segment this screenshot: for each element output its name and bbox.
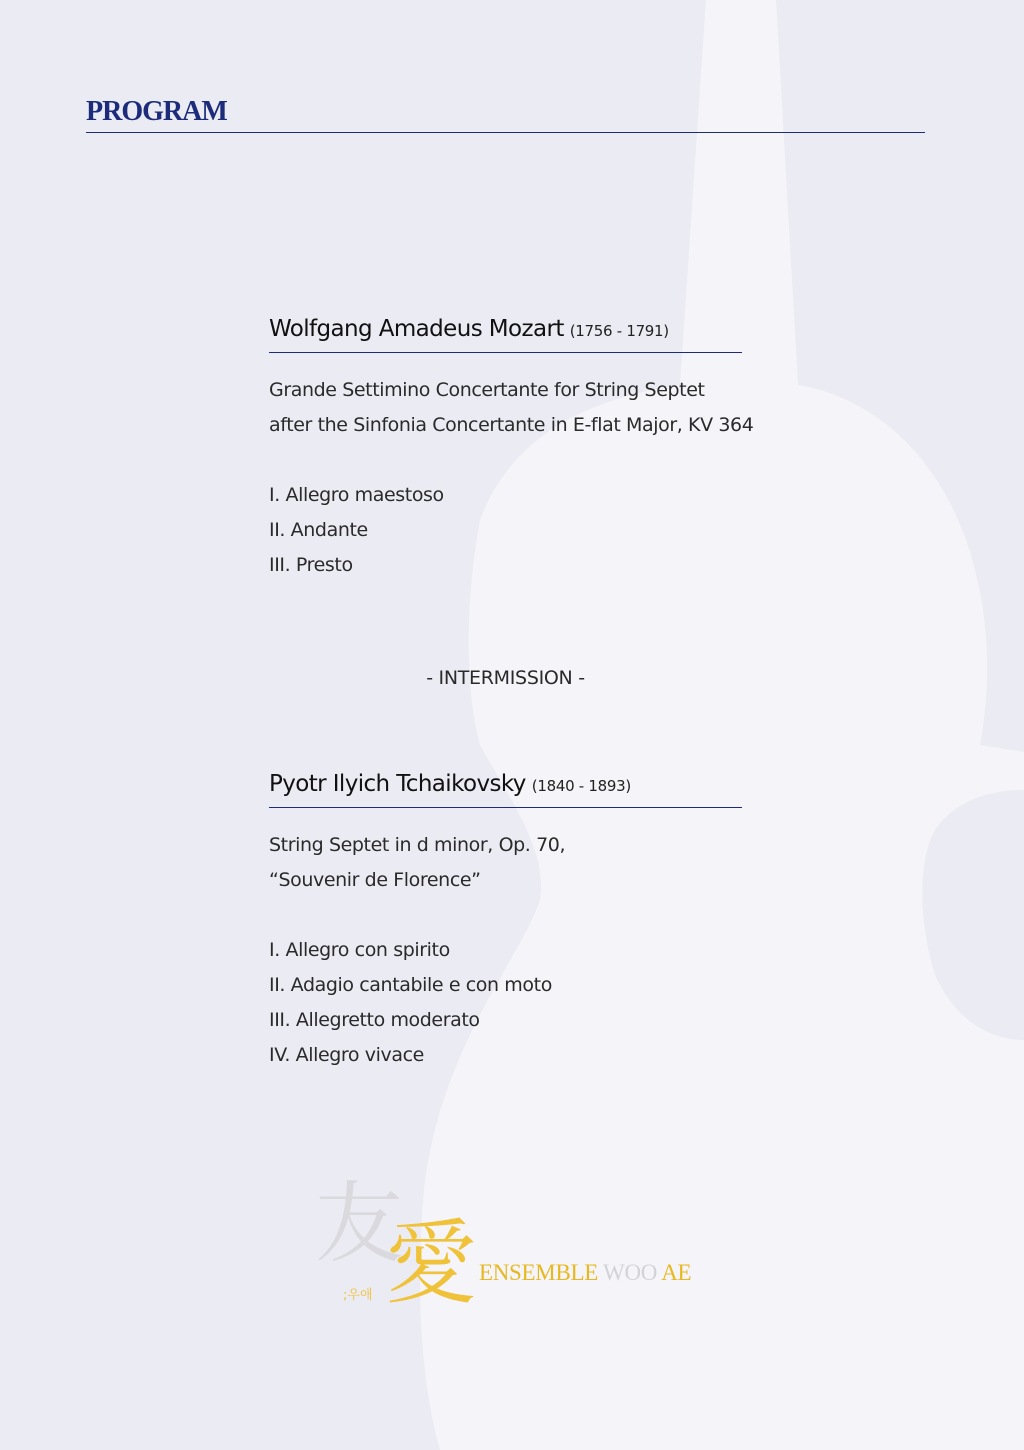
logo-wordmark-ae: AE: [657, 1260, 692, 1285]
logo-wordmark-ensemble: ENSEMBLE: [479, 1260, 604, 1285]
movement-list: [269, 478, 742, 583]
work-line: String Septet in d minor, Op. 70,: [269, 834, 566, 856]
work-line: Grande Settimino Concertante for String Septet: [269, 379, 705, 401]
composer-name: Wolfgang Amadeus Mozart: [269, 316, 564, 342]
program-section-mozart: [269, 316, 754, 583]
movement-item: IV. Allegro vivace: [269, 1044, 424, 1066]
header-divider: [86, 132, 925, 133]
program-section-tchaikovsky: [269, 771, 742, 1073]
movement-list: [269, 933, 742, 1073]
movement-item: II. Adagio cantabile e con moto: [269, 974, 552, 996]
logo-wordmark: [479, 1260, 691, 1286]
work-line: “Souvenir de Florence”: [269, 869, 481, 891]
work-line: after the Sinfonia Concertante in E-flat Major, KV 364: [269, 414, 754, 436]
intermission-label: - INTERMISSION -: [426, 667, 585, 689]
composer-divider: [269, 807, 742, 808]
movement-item: III. Allegretto moderato: [269, 1009, 480, 1031]
movement-item: I. Allegro maestoso: [269, 484, 444, 506]
composer-heading: [269, 316, 742, 342]
composer-heading: [269, 771, 742, 797]
composer-dates: (1756 - 1791): [569, 322, 669, 340]
logo-kanji-love: 愛: [385, 1210, 478, 1317]
composer-name: Pyotr Ilyich Tchaikovsky: [269, 771, 526, 797]
page-title: PROGRAM: [86, 96, 227, 127]
ensemble-logo: [315, 1172, 735, 1320]
movement-item: II. Andante: [269, 519, 368, 541]
work-title: [269, 373, 754, 443]
logo-wordmark-woo: WOO: [603, 1260, 658, 1285]
composer-divider: [269, 352, 742, 353]
movement-item: I. Allegro con spirito: [269, 939, 450, 961]
composer-dates: (1840 - 1893): [531, 777, 631, 795]
movement-item: III. Presto: [269, 554, 353, 576]
logo-kanji-friend: 友: [315, 1172, 404, 1275]
logo-hangul: ;우애: [343, 1288, 373, 1303]
work-title: [269, 828, 742, 898]
